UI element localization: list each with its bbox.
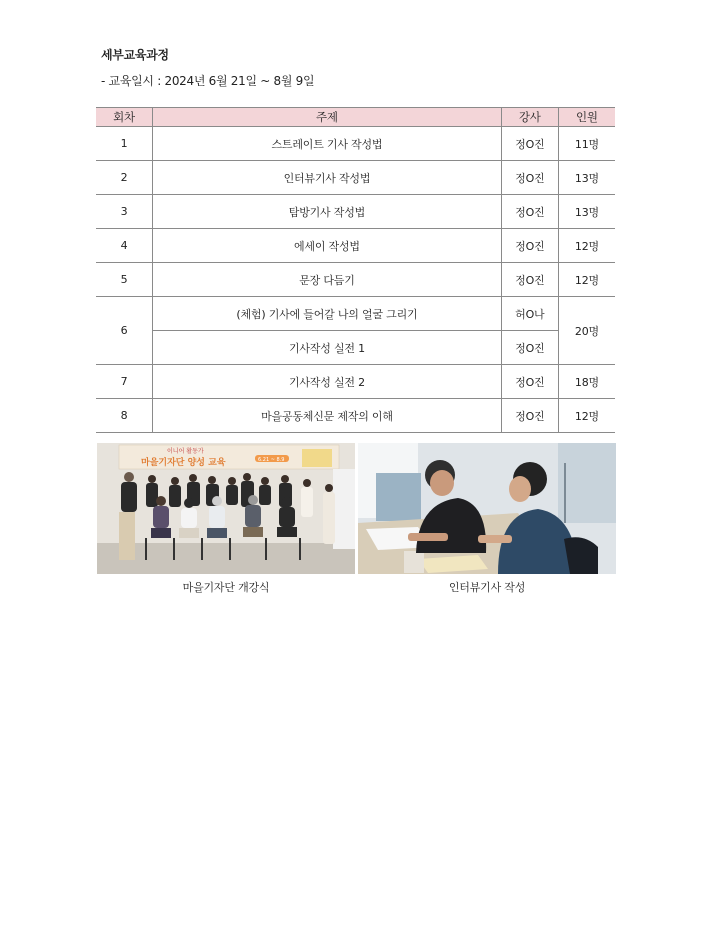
session-instructor: 정O진 <box>501 399 558 433</box>
table-row <box>96 229 615 263</box>
session-number: 1 <box>96 127 153 161</box>
table-header-row <box>96 108 615 127</box>
session-topic: (체험) 기사에 들어갈 나의 얼굴 그리기 <box>153 297 502 331</box>
photo-caption-opening: 마을기자단 개강식 <box>182 581 270 594</box>
table-row <box>96 365 615 399</box>
table-row <box>96 399 615 433</box>
session-instructor: 정O진 <box>501 161 558 195</box>
session-number: 7 <box>96 365 153 399</box>
session-topic: 탐방기사 작성법 <box>153 195 502 229</box>
session-instructor: 정O진 <box>501 127 558 161</box>
education-period: - 교육일시 : 2024년 6월 21일 ~ 8월 9일 <box>101 74 315 88</box>
session-instructor: 정O진 <box>501 263 558 297</box>
table-row <box>96 195 615 229</box>
session-topic: 에세이 작성법 <box>153 229 502 263</box>
session-instructor: 정O진 <box>501 195 558 229</box>
session-number: 3 <box>96 195 153 229</box>
session-number: 8 <box>96 399 153 433</box>
photo-caption-interview: 인터뷰기사 작성 <box>448 581 526 594</box>
session-topic: 문장 다듬기 <box>153 263 502 297</box>
section-heading: 세부교육과정 <box>101 48 169 62</box>
header-session: 회차 <box>96 108 153 127</box>
session-attendees: 13명 <box>558 195 615 229</box>
header-attendees: 인원 <box>558 108 615 127</box>
table-row <box>96 127 615 161</box>
session-attendees: 12명 <box>558 229 615 263</box>
banner-date: 6.21 ~ 8.9 <box>258 457 285 463</box>
schedule-table <box>96 107 615 433</box>
table-row <box>96 263 615 297</box>
session-attendees: 18명 <box>558 365 615 399</box>
session-attendees: 12명 <box>558 399 615 433</box>
banner-title: 마을기자단 양성 교육 <box>141 458 226 468</box>
table-row <box>96 161 615 195</box>
session-attendees: 20명 <box>558 297 615 365</box>
session-instructor: 정O진 <box>501 229 558 263</box>
session-attendees: 12명 <box>558 263 615 297</box>
header-instructor: 강사 <box>501 108 558 127</box>
session-topic: 기사작성 실전 1 <box>153 331 502 365</box>
header-topic: 주제 <box>153 108 502 127</box>
session-topic: 기사작성 실전 2 <box>153 365 502 399</box>
session-number: 4 <box>96 229 153 263</box>
banner-subtitle: 이니어 활동가 <box>167 448 204 455</box>
photo-interview-writing <box>358 443 616 574</box>
session-attendees: 11명 <box>558 127 615 161</box>
session-instructor: 정O진 <box>501 365 558 399</box>
session-number: 2 <box>96 161 153 195</box>
session-topic: 인터뷰기사 작성법 <box>153 161 502 195</box>
session-attendees: 13명 <box>558 161 615 195</box>
session-instructor: 정O진 <box>501 331 558 365</box>
photo-opening-ceremony <box>97 443 355 574</box>
session-number: 6 <box>96 297 153 365</box>
table-row <box>96 297 615 331</box>
session-topic: 스트레이트 기사 작성법 <box>153 127 502 161</box>
session-number: 5 <box>96 263 153 297</box>
session-topic: 마을공동체신문 제작의 이해 <box>153 399 502 433</box>
session-instructor: 허O나 <box>501 297 558 331</box>
table-row <box>96 331 615 365</box>
